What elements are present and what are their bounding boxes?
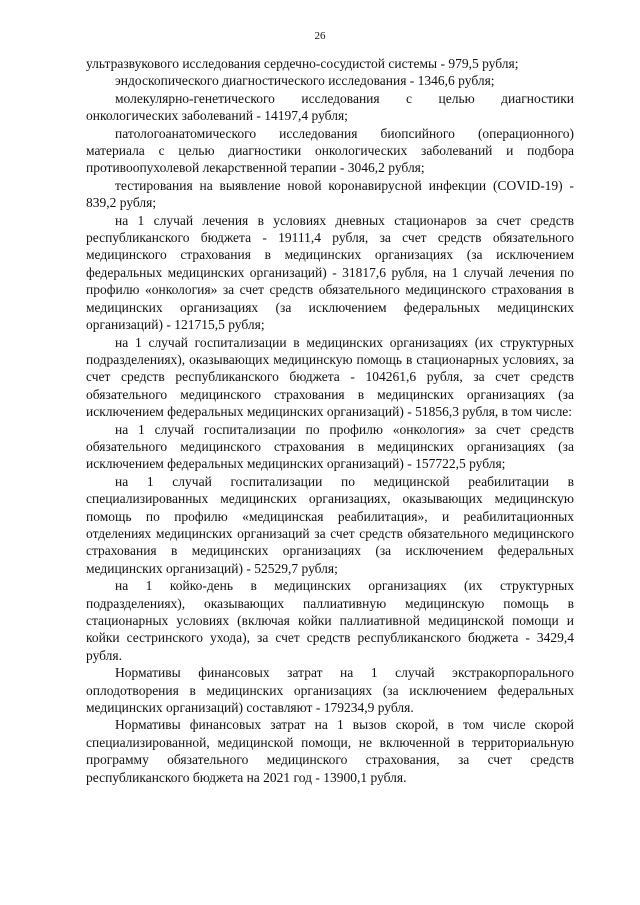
page-number: 26 [314, 30, 326, 42]
paragraph-day-hospital: на 1 случай лечения в условиях дневных стационаров за счет средств республиканского бюджета - 19111,4 рубля, за счет средств обязательного медицинского страхования в медицинских организациях (за исключением федеральных медицинских организаций) - 31817,6 рубля, на 1 случай лечения по профилю «онкология» за счет средств обязательного медицинского страхования в медицинских организациях (за исключением федеральных медицинских организаций) - 121715,5 рубля; [86, 212, 574, 333]
document-body [86, 55, 574, 786]
paragraph-ivf: Нормативы финансовых затрат на 1 случай экстракорпорального оплодотворения в медицинских организациях (за исключением федеральных медицинских организаций) составляют - 179234,9 рубля. [86, 665, 574, 716]
paragraph-palliative-bed-day: на 1 койко-день в медицинских организациях (их структурных подразделениях), оказывающих паллиативную медицинскую помощь в стационарных условиях (включая койки паллиативной медицинской помощи и койки сестринского ухода), за счет средств республиканского бюджета - 3429,4 рубля. [86, 578, 574, 663]
paragraph-oncology-hospitalization: на 1 случай госпитализации по профилю «онкология» за счет средств обязательного медицинского страхования в медицинских организациях (за исключением федеральных медицинских организаций) - 157722,5 рубля; [86, 421, 574, 472]
paragraph-covid-testing: тестирования на выявление новой коронавирусной инфекции (COVID-19) - 839,2 рубля; [86, 177, 574, 211]
paragraph-molecular-genetic: молекулярно-генетического исследования с целью диагностики онкологических заболеваний - 14197,4 рубля; [86, 90, 574, 124]
paragraph-pathology: патологоанатомического исследования биопсийного (операционного) материала с целью диагностики онкологических заболеваний и подбора противоопухолевой лекарственной терапии - 3046,2 рубля; [86, 125, 574, 176]
paragraph-ultrasound: ультразвукового исследования сердечно-сосудистой системы - 979,5 рубля; [86, 56, 519, 71]
paragraph-hospitalization: на 1 случай госпитализации в медицинских организациях (их структурных подразделениях), оказывающих медицинскую помощь в стационарных условиях, за счет средств республиканского бюджета - 104261,6 рубля, за счет средств обязательного медицинского страхования в медицинских организациях (за исключением федеральных медицинских организаций) - 51856,3 рубля, в том числе: [86, 334, 574, 420]
paragraph-rehabilitation: на 1 случай госпитализации по медицинской реабилитации в специализированных медицинских организациях, оказывающих медицинскую помощь по профилю «медицинская реабилитация», и реабилитационных отделениях медицинских организаций за счет средств обязательного медицинского страхования в медицинских организациях (за исключением федеральных медицинских организаций) - 52529,7 рубля; [86, 473, 574, 576]
paragraph-endoscopic: эндоскопического диагностического исследования - 1346,6 рубля; [115, 73, 495, 89]
paragraph-ambulance: Нормативы финансовых затрат на 1 вызов скорой, в том числе скорой специализированной, медицинской помощи, не включенной в территориальную программу обязательного медицинского страхования, за счет средств республиканского бюджета на 2021 год - 13900,1 рубля. [86, 717, 574, 785]
